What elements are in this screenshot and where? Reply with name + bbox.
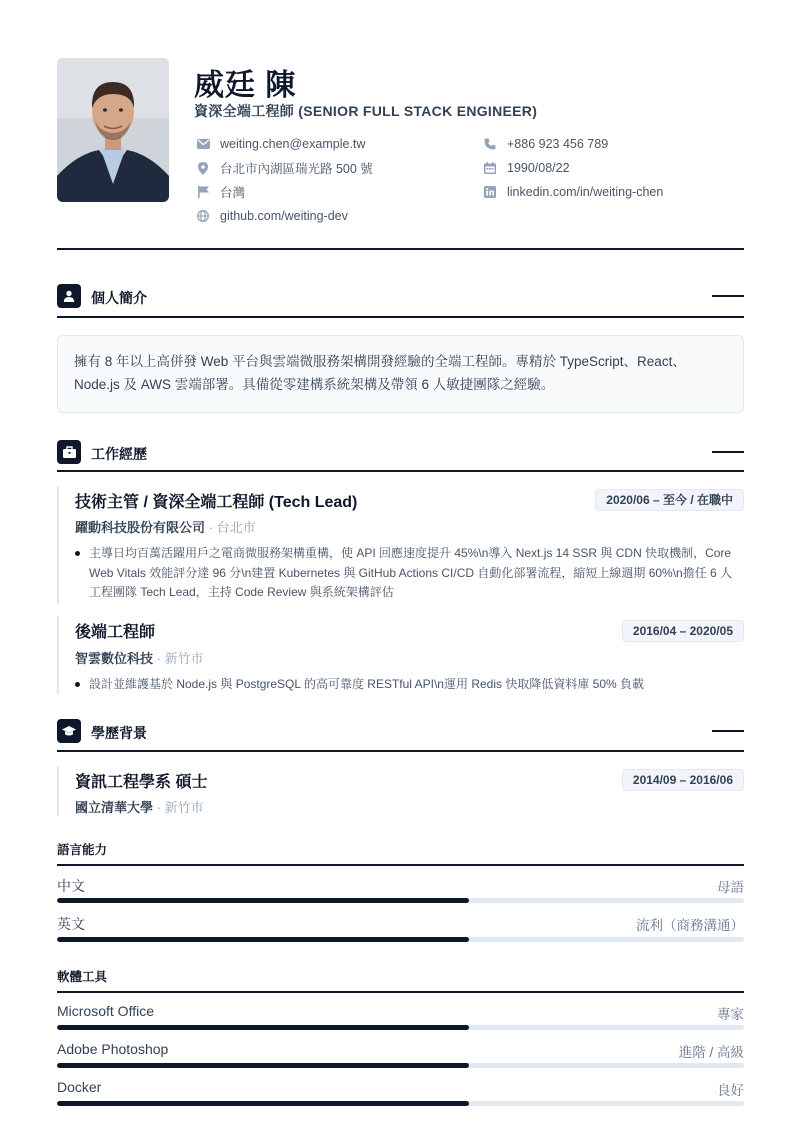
language-bar — [57, 937, 744, 942]
language-bar — [57, 898, 744, 903]
software-level: 良好 — [717, 1083, 744, 1098]
profile-photo — [57, 58, 169, 202]
company-name: 智雲數位科技 — [75, 651, 154, 666]
country-text: 台灣 — [220, 186, 246, 200]
summary-box — [57, 335, 744, 413]
contact-country — [196, 183, 245, 201]
company-name: 躍動科技股份有限公司 — [75, 520, 206, 535]
section-title: 個人簡介 — [91, 290, 147, 306]
portrait-image — [57, 58, 169, 202]
job-date-1: 2020/06 – 至今 / 在職中 — [595, 489, 744, 511]
contact-email[interactable] — [196, 135, 365, 153]
language-name: 英文 — [57, 916, 85, 932]
language-bar-fill — [57, 937, 469, 942]
section-header-education — [57, 717, 744, 745]
software-heading: 軟體工具 — [57, 967, 744, 993]
software-name: Microsoft Office — [57, 1003, 154, 1019]
linkedin-icon — [483, 185, 497, 199]
contact-linkedin[interactable] — [483, 183, 663, 201]
school-line — [75, 797, 204, 816]
map-pin-icon — [196, 161, 210, 175]
entry-accent-bar — [57, 766, 59, 816]
job-company-2 — [75, 648, 204, 667]
education-date: 2014/09 – 2016/06 — [622, 769, 744, 791]
software-bar — [57, 1101, 744, 1106]
header-divider — [57, 248, 744, 250]
job-bullet-1: 主導日均百萬活躍用戶之電商微服務架構重構，使 API 回應速度提升 45%\n導入 Next.js 14 SSR 與 CDN 快取機制，Core Web Vitals 效能評分達 96 分\n建置 Kubernetes 與 GitHub Actions CI/CD 自動化部署流程，縮短上線週期 60%\n擔任 6 人工程團隊 Tech Lead，主持 Code Review 與系統架構評估 — [75, 544, 743, 603]
phone-text: +886 923 456 789 — [507, 137, 609, 151]
school-location: · 新竹市 — [156, 800, 204, 815]
software-bar — [57, 1063, 744, 1068]
address-text: 台北市內湖區瑞光路 500 號 — [220, 162, 373, 176]
software-name: Docker — [57, 1079, 102, 1095]
software-name: Adobe Photoshop — [57, 1041, 169, 1057]
language-level: 流利（商務溝通） — [636, 918, 744, 933]
job-title-2: 後端工程師 — [75, 624, 156, 641]
software-bar-fill — [57, 1025, 469, 1030]
job-title-1: 技術主管 / 資深全端工程師 (Tech Lead) — [75, 494, 358, 511]
globe-icon — [196, 209, 210, 223]
section-dash — [712, 451, 744, 453]
flag-icon — [196, 185, 210, 199]
section-divider — [57, 750, 744, 752]
entry-accent-bar — [57, 616, 59, 694]
briefcase-icon — [57, 440, 81, 464]
section-divider — [57, 470, 744, 472]
graduation-cap-icon — [57, 719, 81, 743]
section-title: 工作經歷 — [91, 446, 147, 462]
software-bar-fill — [57, 1101, 469, 1106]
contact-github[interactable] — [196, 207, 348, 225]
software-level: 專家 — [717, 1007, 744, 1022]
section-header-experience — [57, 438, 744, 466]
section-dash — [712, 295, 744, 297]
contact-birthdate — [483, 159, 570, 177]
calendar-icon — [483, 161, 497, 175]
section-title: 學歷背景 — [91, 725, 147, 741]
mail-icon — [196, 137, 210, 151]
section-dash — [712, 730, 744, 732]
user-icon — [57, 284, 81, 308]
job-title: 資深全端工程師 (SENIOR FULL STACK ENGINEER) — [194, 103, 538, 119]
software-bar-fill — [57, 1063, 469, 1068]
software-bar — [57, 1025, 744, 1030]
summary-text: 擁有 8 年以上高併發 Web 平台與雲端微服務架構開發經驗的全端工程師。專精於 TypeScript、React、Node.js 及 AWS 雲端部署。具備從零建構系統架構及帶領 6 人敏捷團隊之經驗。 — [74, 354, 686, 392]
job-company-1 — [75, 517, 256, 536]
entry-accent-bar — [57, 486, 59, 604]
linkedin-text: linkedin.com/in/weiting-chen — [507, 185, 664, 199]
degree-title: 資訊工程學系 碩士 — [75, 774, 208, 791]
company-location: · 台北市 — [208, 520, 256, 535]
language-bar-fill — [57, 898, 469, 903]
language-level: 母語 — [717, 880, 744, 895]
github-text: github.com/weiting-dev — [220, 209, 348, 223]
candidate-name: 威廷 陳 — [194, 69, 297, 102]
software-level: 進階 / 高級 — [678, 1045, 744, 1060]
birthdate-text: 1990/08/22 — [507, 161, 570, 175]
language-name: 中文 — [57, 878, 85, 894]
phone-icon — [483, 137, 497, 151]
section-divider — [57, 316, 744, 318]
section-header-summary — [57, 282, 744, 310]
job-bullet-2: 設計並維護基於 Node.js 與 PostgreSQL 的高可靠度 RESTful API\n運用 Redis 快取降低資料庫 50% 負載 — [75, 675, 743, 695]
languages-heading: 語言能力 — [57, 840, 744, 866]
contact-phone[interactable] — [483, 135, 608, 153]
school-name: 國立清華大學 — [75, 800, 154, 815]
contact-address — [196, 159, 373, 177]
company-location: · 新竹市 — [156, 651, 204, 666]
job-date-2: 2016/04 – 2020/05 — [622, 620, 744, 642]
email-text: weiting.chen@example.tw — [220, 137, 366, 151]
